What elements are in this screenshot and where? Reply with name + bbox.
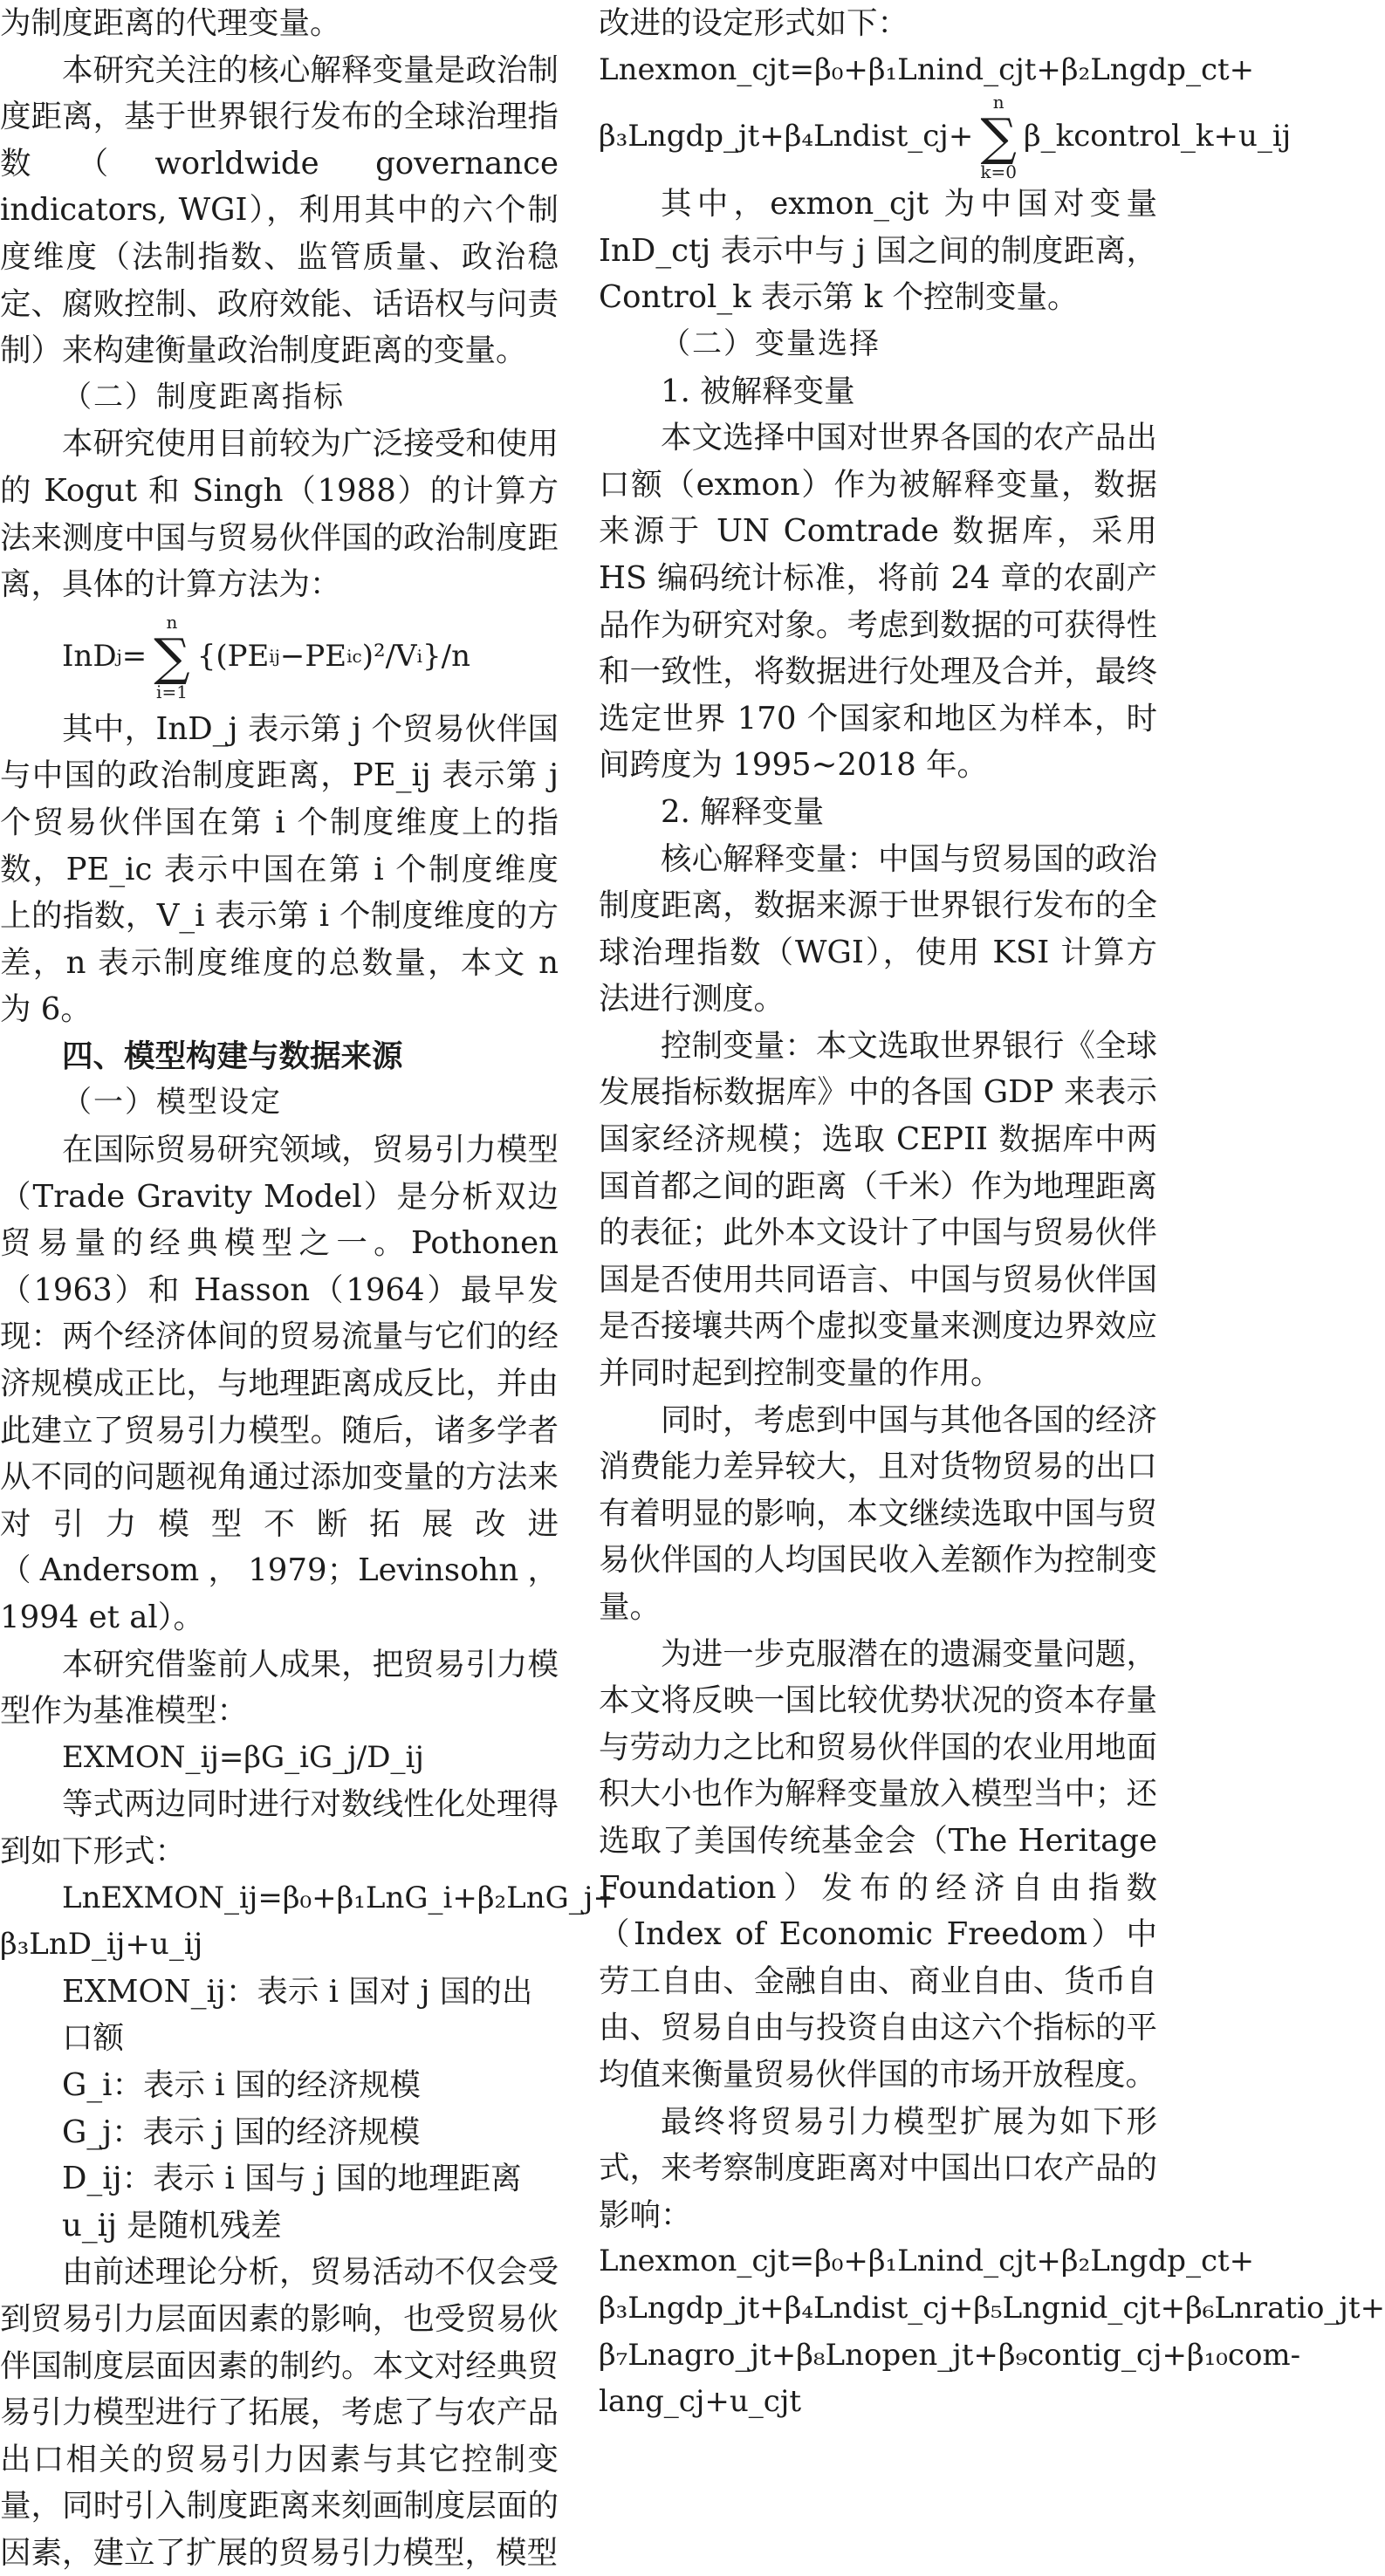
formula-extended-line2: β₃Lngdp_jt+β₄Lndist_cj+ n ∑ k=0 β_kcontrol_k+u_ij [599, 92, 1292, 183]
paragraph: 由前述理论分析，贸易活动不仅会受到贸易引力层面因素的影响，也受贸易伙伴国制度层面因素的制约。本文对经典贸易引力模型进行了拓展，考虑了与农产品出口相关的贸易引力因素与其它控制变量，同时引入制度距离来刻画制度层面的因素，建立了扩展的贸易引力模型，模型 [0, 2254, 559, 2571]
paragraph: 在国际贸易研究领域，贸易引力模型（Trade Gravity Model）是分析双边贸易量的经典模型之一。Pothonen（1963）和 Hasson（1964）最早发现：两个经济体间的贸易流量与它们的经济规模成正比，与地理距离成反比，并由此建立了贸易引力模型。随后，诸多学者从不同的问题视角通过添加变量的方法来对引力模型不断拓展改进（Andersom，1979；Levinsohn，1994 et al）。 [0, 1132, 559, 1635]
paragraph: 核心解释变量：中国与贸易国的政治制度距离，数据来源于世界银行发布的全球治理指数（WGI），使用 KSI 计算方法进行测度。 [599, 840, 1157, 1017]
paragraph: 等式两边同时进行对数线性化处理得到如下形式： [0, 1786, 559, 1869]
paragraph: 本文选择中国对世界各国的农产品出口额（exmon）作为被解释变量，数据来源于 UN Comtrade 数据库，采用 HS 编码统计标准，将前 24 章的农副产品作为研究对象。考虑到数据的可获得性和一致性，将数据进行处理及合并，最终选定世界 170 个国家和地区为样本，时间跨度为 1995~2018 年。 [599, 420, 1157, 784]
section-heading: 四、模型构建与数据来源 [62, 1038, 403, 1074]
subsubsection-heading: 1. 被解释变量 [661, 373, 855, 409]
paragraph: 其中，exmon_cjt 为中国对变量 InD_ctj 表示中与 j 国之间的制度距离，Control_k 表示第 k 个控制变量。 [599, 186, 1157, 316]
paragraph: 同时，考虑到中国与其他各国的经济消费能力差异较大，且对货物贸易的出口有着明显的影响，本文继续选取中国与贸易伙伴国的人均国民收入差额作为控制变量。 [599, 1401, 1157, 1625]
paragraph: 为制度距离的代理变量。 [0, 5, 341, 41]
paragraph: 改进的设定形式如下： [599, 5, 909, 41]
formula-gravity: EXMON_ij=βG_iG_j/D_ij [62, 1739, 424, 1775]
formula-final-line1: Lnexmon_cjt=β₀+β₁Lnind_cjt+β₂Lngdp_ct+ [599, 2244, 1255, 2279]
paragraph: 本研究关注的核心解释变量是政治制度距离，基于世界银行发布的全球治理指数（worldwide governance indicators, WGI），利用其中的六个制度维度（法制指数、监管质量、政治稳定、腐败控制、政府效能、话语权与问责制）来构建衡量政治制度距离的变量。 [0, 51, 559, 369]
definition: EXMON_ij：表示 i 国对 j 国的出口额 [62, 1973, 533, 2057]
paragraph: 控制变量：本文选取世界银行《全球发展指标数据库》中的各国 GDP 来表示国家经济规模；选取 CEPII 数据库中两国首都之间的距离（千米）作为地理距离的表征；此外本文设计了中国与贸易伙伴国是否使用共同语言、中国与贸易伙伴国是否接壤共两个虚拟变量来测度边界效应并同时起到控制变量的作用。 [599, 1027, 1157, 1392]
definition: G_j：表示 j 国的经济规模 [62, 2114, 421, 2150]
right-column [599, 0, 1385, 2426]
paragraph: 本研究借鉴前人成果，把贸易引力模型作为基准模型： [0, 1646, 559, 1730]
subsection-heading: （二）变量选择 [661, 325, 881, 361]
paragraph: 其中，InD_j 表示第 j 个贸易伙伴国与中国的政治制度距离，PE_ij 表示第 j 个贸易伙伴国在第 i 个制度维度上的指数，PE_ic 表示中国在第 i 个制度维度上的指数，V_i 表示第 i 个制度维度的方差，n 表示制度维度的总数量，本文 n 为 6。 [0, 710, 559, 1028]
summation-sign: n ∑ k=0 [980, 92, 1017, 183]
summation-sign: n ∑ i=1 [154, 611, 190, 702]
paragraph: 本研究使用目前较为广泛接受和使用的 Kogut 和 Singh（1988）的计算方法来测度中国与贸易伙伴国的政治制度距离，具体的计算方法为： [0, 426, 559, 603]
paragraph: 最终将贸易引力模型扩展为如下形式，来考察制度距离对中国出口农产品的影响： [599, 2103, 1157, 2233]
definition: u_ij 是随机残差 [62, 2207, 282, 2244]
formula-final-line3: β₇Lnagro_jt+β₈Lnopen_jt+β₉contig_cj+β₁₀com- [599, 2337, 1301, 2373]
definition: D_ij：表示 i 国与 j 国的地理距离 [62, 2161, 522, 2197]
formula-ksi: InD j = n ∑ i=1 {(PE ij −PE ic )²/V i }/n [62, 611, 470, 702]
formula-final-line2: β₃Lngdp_jt+β₄Lndist_cj+β₅Lngnid_cjt+β₆Lnratio_jt+ [599, 2290, 1385, 2326]
subsubsection-heading: 2. 解释变量 [661, 793, 825, 830]
subsection-heading: （二）制度距离指标 [62, 379, 345, 414]
definition: G_i：表示 i 国的经济规模 [62, 2066, 421, 2103]
formula-log-line1: LnEXMON_ij=β₀+β₁LnG_i+β₂LnG_j+ [62, 1880, 618, 1915]
formula-log-line2: β₃LnD_ij+u_ij [0, 1927, 203, 1963]
formula-final-line4: lang_cj+u_cjt [599, 2384, 802, 2420]
formula-extended-line1: Lnexmon_cjt=β₀+β₁Lnind_cjt+β₂Lngdp_ct+ [599, 51, 1255, 87]
left-column [0, 0, 618, 2576]
paragraph: 为进一步克服潜在的遗漏变量问题，本文将反映一国比较优势状况的资本存量与劳动力之比和贸易伙伴国的农业用地面积大小也作为解释变量放入模型当中；还选取了美国传统基金会（The Heritage Foundation）发布的经济自由指数（Index of Economic Freedom）中劳工自由、金融自由、商业自由、货币自由、贸易自由与投资自由这六个指标的平均值来衡量贸易伙伴国的市场开放程度。 [599, 1635, 1157, 2093]
subsection-heading: （一）模型设定 [62, 1085, 282, 1120]
